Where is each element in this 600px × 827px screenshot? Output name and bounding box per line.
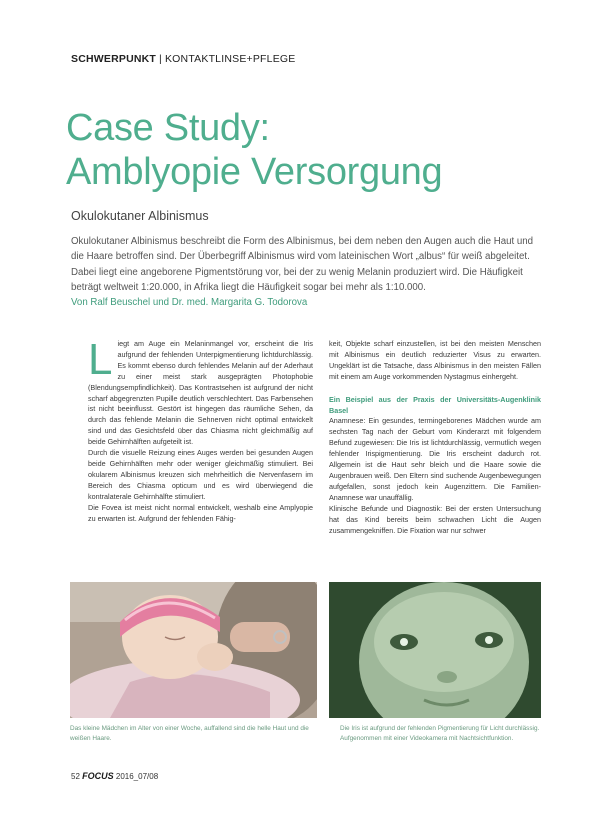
page-number: 52	[71, 772, 80, 781]
article-title	[66, 106, 442, 194]
body-column-1	[88, 335, 313, 524]
photo-caption-right: Die Iris ist aufgrund der fehlenden Pigmentierung für Licht durchlässig. Aufgenommen mit einer Videokamera mit Nachtsichtfunktion.	[340, 725, 540, 742]
page-footer	[71, 771, 158, 781]
byline: Von Ralf Beuschel und Dr. med. Margarita G. Todorova	[71, 297, 308, 308]
issue-number: 2016_07/08	[115, 772, 159, 781]
body-paragraph: iegt am Auge ein Melaninmangel vor, erscheint die Iris aufgrund der fehlenden Unterpigmentierung lichtdurchlässig. Es kommt ebenso durch fehlendes Melanin auf der Aderhaut zu einer meist stark ausgeprägten Photophobie (Blendungsempfindlichkeit). Das Kontrastsehen ist aufgrund der nicht scharf abgegrenzten Pupille deutlich verschlechtert. Das Farbensehen ist nicht beeinflusst. Gestört ist hingegen das räumliche Sehen, da durch das fehlende Melanin die Sehnerven nicht optimal entwickelt sind und das Gesichtsfeld über das Chiasma nicht gleichmäßig auf beide Gehirnhälften aufgeteilt ist.	[88, 339, 313, 447]
magazine-logo: FOCUS	[82, 771, 114, 781]
baby-photo-illustration	[70, 582, 317, 718]
section-heading: Ein Beispiel aus der Praxis der Universitäts-Augenklinik Basel	[329, 394, 541, 415]
body-column-2	[329, 339, 541, 536]
article-subtitle: Okulokutaner Albinismus	[71, 209, 209, 223]
header-separator: |	[159, 53, 162, 65]
body-paragraph: Die Fovea ist meist nicht normal entwickelt, weshalb eine Amplyopie zu erwarten ist. Aufgrund der fehlenden Fähig-	[88, 502, 313, 523]
topic-label: KONTAKTLINSE+PFLEGE	[164, 53, 296, 65]
title-line-1: Case Study:	[66, 107, 270, 149]
body-paragraph: Anamnese: Ein gesundes, termingeborenes Mädchen wurde am sechsten Tag nach der Geburt vom Kinderarzt mit folgendem Befund zugewiesen: Die Iris ist lichtdurchlässig, vermutlich wegen fehlender Irispigmentierung. Die Iris erscheint dadurch rot. Allgemein ist die Haut sehr bleich und die Haare sowie die Augenbrauen weiß. Den Eltern sind suchende Augenbewegungen aufgefallen, sonst jedoch kein Augenzittern. Die Familien-Anamnese war unauffällig.	[329, 416, 541, 502]
title-line-2: Amblyopie Versorgung	[66, 151, 443, 193]
night-vision-photo	[329, 582, 541, 718]
body-paragraph: Durch die visuelle Reizung eines Auges werden bei gesunden Augen beide Gehirnhälften mehr oder weniger gleichmäßig stimuliert. Bei okularem Albinismus kreuzen sich mehrheitlich die Nervenfasern im Bereich des Chiasma opticum und es wird überwiegend die kontralaterale Gehirnhälfte stimuliert.	[88, 448, 313, 501]
section-header	[71, 53, 296, 65]
body-paragraph: keit, Objekte scharf einzustellen, ist bei den meisten Menschen mit Albinismus ein deutlich reduzierter Visus zu erwarten. Ungeklärt ist die Tatsache, dass Albinismus in den meisten Fällen mit einem am Auge vorkommenden Nystagmus einhergeht.	[329, 339, 541, 381]
baby-photo	[70, 582, 317, 718]
drop-cap: L	[88, 335, 113, 384]
photo-caption-left: Das kleine Mädchen im Alter von einer Woche, auffallend sind die helle Haut und die weißen Haare.	[70, 725, 309, 742]
lead-paragraph: Okulokutaner Albinismus beschreibt die Form des Albinismus, bei dem neben den Augen auch die Haut und die Haare betroffen sind. Der Überbegriff Albinismus wird vom lateinischen Wort „albus“ für weiß abgeleitet. Dabei liegt eine angeborene Pigmentstörung vor, bei der zu wenig Melanin produziert wird. Die Häufigkeit beträgt weltweit 1:20.000, in Afrika liegt die Häufigkeit sogar bei mehr als 1:10.000.	[71, 236, 534, 293]
night-vision-illustration	[329, 582, 541, 718]
section-label: SCHWERPUNKT	[71, 53, 157, 65]
body-paragraph: Klinische Befunde und Diagnostik: Bei der ersten Untersuchung hat das Kind bereits beim schwachen Licht die Augen zusammengekniffen. Die Fixation war nur schwer	[329, 503, 541, 535]
